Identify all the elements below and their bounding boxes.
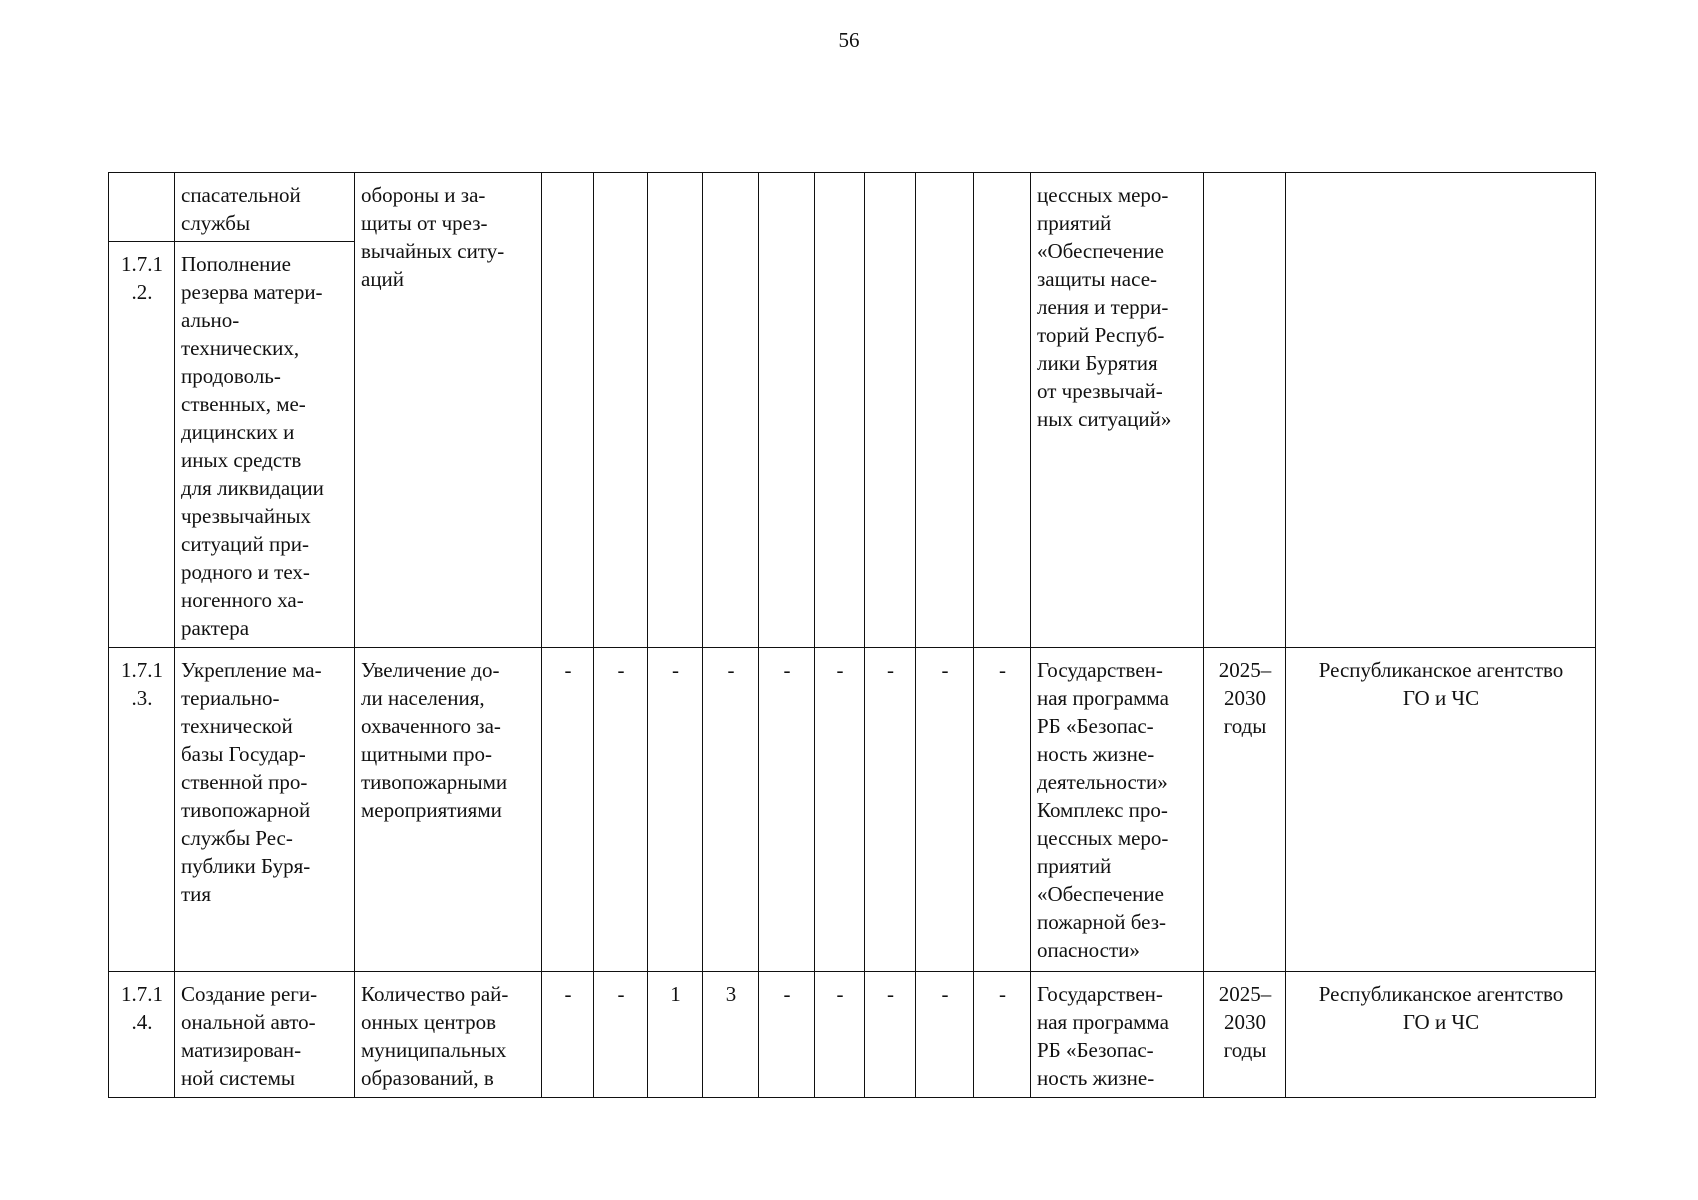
value-cell: -: [759, 648, 815, 972]
table-row: [109, 972, 1596, 1098]
executor: [1286, 173, 1596, 648]
value-cell: [703, 173, 759, 648]
value-cell: -: [865, 972, 916, 1098]
row-number: 1.7.1 .3.: [109, 648, 175, 972]
program: Государствен- ная программа РБ «Безопас- ность жизне- деятельности» Комплекс про- цессных меро- приятий «Обеспечение пожарной без- опасности»: [1031, 648, 1204, 972]
value-cell: -: [974, 972, 1031, 1098]
period: 2025– 2030 годы: [1204, 648, 1286, 972]
value-cell: [916, 173, 974, 648]
measure-name: Пополнение резерва матери- ально- технических, продоволь- ственных, ме- дицинских и иных средств для ликвидации чрезвычайных ситуаций при- родного и тех- ногенного ха- рактера: [175, 242, 355, 648]
value-cell: [648, 173, 703, 648]
value-cell: -: [542, 648, 594, 972]
value-cell: [542, 173, 594, 648]
value-cell: -: [542, 972, 594, 1098]
value-cell: -: [815, 648, 865, 972]
value-cell: -: [815, 972, 865, 1098]
measure-name: спасательной службы: [175, 173, 355, 242]
period: [1204, 173, 1286, 648]
table-row: [109, 648, 1596, 972]
program: Государствен- ная программа РБ «Безопас- ность жизне-: [1031, 972, 1204, 1098]
indicator: обороны и за- щиты от чрез- вычайных ситу- аций: [355, 173, 542, 648]
value-cell: 3: [703, 972, 759, 1098]
indicator: Количество рай- онных центров муниципальных образований, в: [355, 972, 542, 1098]
row-number: 1.7.1 .4.: [109, 972, 175, 1098]
row-number: 1.7.1 .2.: [109, 242, 175, 648]
table-row: [109, 173, 1596, 242]
value-cell: 1: [648, 972, 703, 1098]
measure-name: Укрепление ма- териально- технической базы Государ- ственной про- тивопожарной службы Рес- публики Буря- тия: [175, 648, 355, 972]
value-cell: -: [974, 648, 1031, 972]
value-cell: -: [703, 648, 759, 972]
executor: Республиканское агентство ГО и ЧС: [1286, 972, 1596, 1098]
value-cell: -: [916, 648, 974, 972]
row-number: [109, 173, 175, 242]
value-cell: [759, 173, 815, 648]
executor: Республиканское агентство ГО и ЧС: [1286, 648, 1596, 972]
value-cell: [594, 173, 648, 648]
value-cell: -: [594, 648, 648, 972]
value-cell: -: [648, 648, 703, 972]
value-cell: -: [916, 972, 974, 1098]
value-cell: [815, 173, 865, 648]
indicator: Увеличение до- ли населения, охваченного за- щитными про- тивопожарными мероприятиями: [355, 648, 542, 972]
value-cell: -: [594, 972, 648, 1098]
value-cell: [974, 173, 1031, 648]
value-cell: [865, 173, 916, 648]
measure-name: Создание реги- ональной авто- матизирован- ной системы: [175, 972, 355, 1098]
plan-table: [108, 172, 1596, 1098]
period: 2025– 2030 годы: [1204, 972, 1286, 1098]
value-cell: -: [759, 972, 815, 1098]
value-cell: -: [865, 648, 916, 972]
page-number: 56: [838, 28, 860, 52]
program: цессных меро- приятий «Обеспечение защиты насе- ления и терри- торий Респуб- лики Бурятия от чрезвычай- ных ситуаций»: [1031, 173, 1204, 648]
